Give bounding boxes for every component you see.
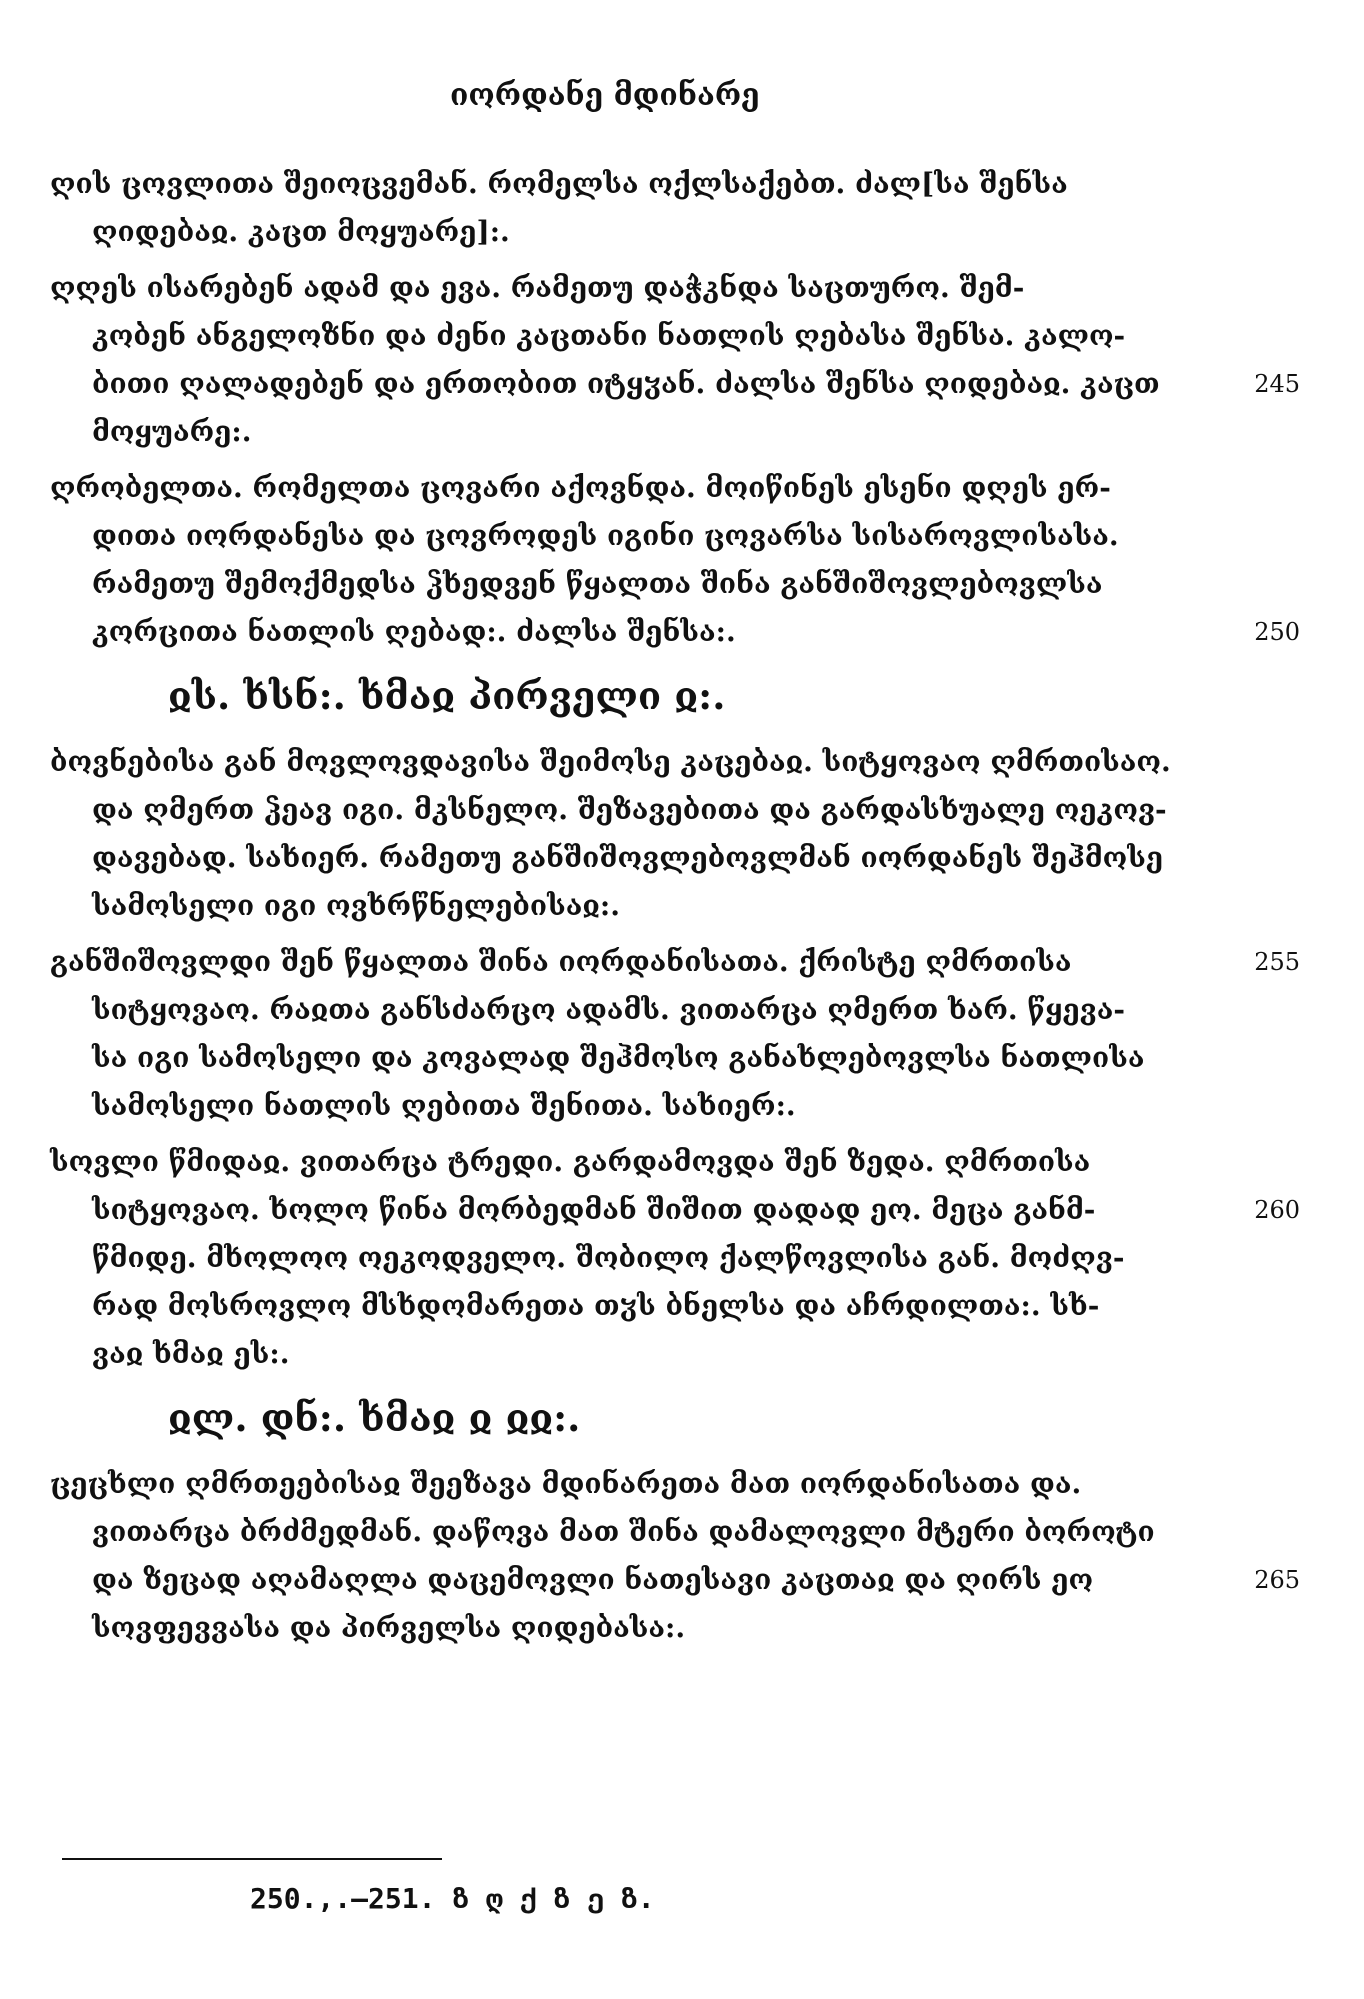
footnote: 250.,.—251. ზ ღ ქ ზ ე ზ. [250,1882,655,1915]
line-text: ღის ცოვლითა შეიოცვემან. რომელსა ოქლსაქებთ. ძალ[სა შენსა [50,167,1068,200]
text-line [50,1138,1230,1186]
text-line [50,608,1300,656]
text-line [50,264,1230,312]
main-text [50,160,1300,1660]
text-line [50,986,1230,1034]
section-heading: ჲს. ხსნ:. ხმაჲ პირველი ჲ:. [168,673,726,718]
paragraph [50,464,1300,656]
line-text: ვაჲ ხმაჲ ეს:. [92,1337,290,1370]
text-line [50,560,1230,608]
line-text: და ზეცად აღამაღლა დაცემოვლი ნათესავი კაცთაჲ და ღირს ეო [92,1563,1094,1596]
line-text: ღიდებაჲ. კაცთ მოყუარე]:. [92,215,510,248]
footnote-rule [62,1858,442,1860]
line-text: რამეთუ შემოქმედსა ჴხედვენ წყალთა შინა განშიშოვლებოვლსა [92,567,1103,600]
text-line [50,512,1230,560]
line-text: სიტყოვაო. რაჲთა განსძარცო ადამს. ვითარცა ღმერთ ხარ. წყევა- [92,993,1126,1026]
line-number: 255 [1254,948,1300,976]
line-text: რად მოსროვლო მსხდომარეთა თჳს ბნელსა და აჩრდილთა:. სხ- [92,1289,1100,1322]
text-line [50,464,1230,512]
text-line [50,1330,1230,1378]
line-text: კორცითა ნათლის ღებად:. ძალსა შენსა:. [92,615,736,648]
line-text: ღღეს ისარებენ ადამ და ევა. რამეთუ დაჭკნდა საცთურო. შემ- [50,271,1025,304]
line-text: და ღმერთ ჴეავ იგი. მკსნელო. შეზავებითა და გარდასხუალე ოეკოვ- [92,793,1167,826]
text-line [50,738,1230,786]
text-line [50,1186,1300,1234]
text-line [50,1282,1230,1330]
line-text: ბოვნებისა გან მოვლოვდავისა შეიმოსე კაცებაჲ. სიტყოვაო ღმრთისაო. [50,745,1171,778]
section-heading: ჲლ. დნ:. ხმაჲ ჲ ჲჲ:. [168,1395,581,1440]
text-line [50,408,1230,456]
text-line [50,160,1230,208]
line-text: სამოსელი ნათლის ღებითა შენითა. სახიერ:. [92,1089,796,1122]
running-header [0,78,1364,118]
line-text: მოყუარე:. [92,415,252,448]
line-text: ცეცხლი ღმრთეებისაჲ შეეზავა მდინარეთა მათ იორდანისათა და. [50,1467,1082,1500]
line-text: სა იგი სამოსელი და კოვალად შეჰმოსო განახლებოვლსა ნათლისა [92,1041,1145,1074]
line-text: ბითი ღალადებენ და ერთობით იტყჳან. ძალსა შენსა ღიდებაჲ. კაცთ [92,367,1160,400]
text-line [50,208,1230,256]
line-text: კობენ ანგელოზნი და ძენი კაცთანი ნათლის ღებასა შენსა. კალო- [92,319,1126,352]
line-text: ღრობელთა. რომელთა ცოვარი აქოვნდა. მოიწინეს ესენი დღეს ერ- [50,471,1111,504]
line-text: წმიდე. მხოლოო ოეკოდველო. შობილო ქალწოვლისა გან. მოძღვ- [92,1241,1125,1274]
line-text: სამოსელი იგი ოვხრწნელებისაჲ:. [92,889,620,922]
line-number: 245 [1254,370,1300,398]
text-line [50,1082,1230,1130]
line-text: სიტყოვაო. ხოლო წინა მორბედმან შიშით დადად ეო. მეცა განმ- [92,1193,1096,1226]
line-number: 260 [1254,1196,1300,1224]
line-number: 250 [1254,618,1300,646]
text-line [50,1604,1230,1652]
text-line [50,1034,1230,1082]
text-line [50,938,1300,986]
line-text: ვითარცა ბრძმედმან. დაწოვა მათ შინა დამალოვლი მტერი ბოროტი [92,1515,1155,1548]
header-title: იორდანე მდინარე [450,78,760,113]
text-line [50,1460,1230,1508]
text-line [50,360,1300,408]
text-line [50,312,1230,360]
paragraph [50,1138,1300,1378]
text-line [50,786,1230,834]
paragraph [50,264,1300,456]
text-line [50,834,1230,882]
line-number: 265 [1254,1566,1300,1594]
text-line [50,1508,1230,1556]
line-text: განშიშოვლდი შენ წყალთა შინა იორდანისათა. ქრისტე ღმრთისა [50,945,1072,978]
paragraph [50,938,1300,1130]
line-text: სოვლი წმიდაჲ. ვითარცა ტრედი. გარდამოვდა შენ ზედა. ღმრთისა [50,1145,1091,1178]
paragraph [50,738,1230,930]
text-line [50,1556,1300,1604]
line-text: სოვფევვასა და პირველსა ღიდებასა:. [92,1611,686,1644]
line-text: დითა იორდანესა და ცოვროდეს იგინი ცოვარსა სისაროვლისასა. [92,519,1119,552]
paragraph [50,160,1230,256]
text-line [50,1234,1230,1282]
paragraph [50,1460,1300,1652]
line-text: დავებად. სახიერ. რამეთუ განშიშოვლებოვლმან იორდანეს შეჰმოსე [92,841,1164,874]
text-line [50,882,1230,930]
